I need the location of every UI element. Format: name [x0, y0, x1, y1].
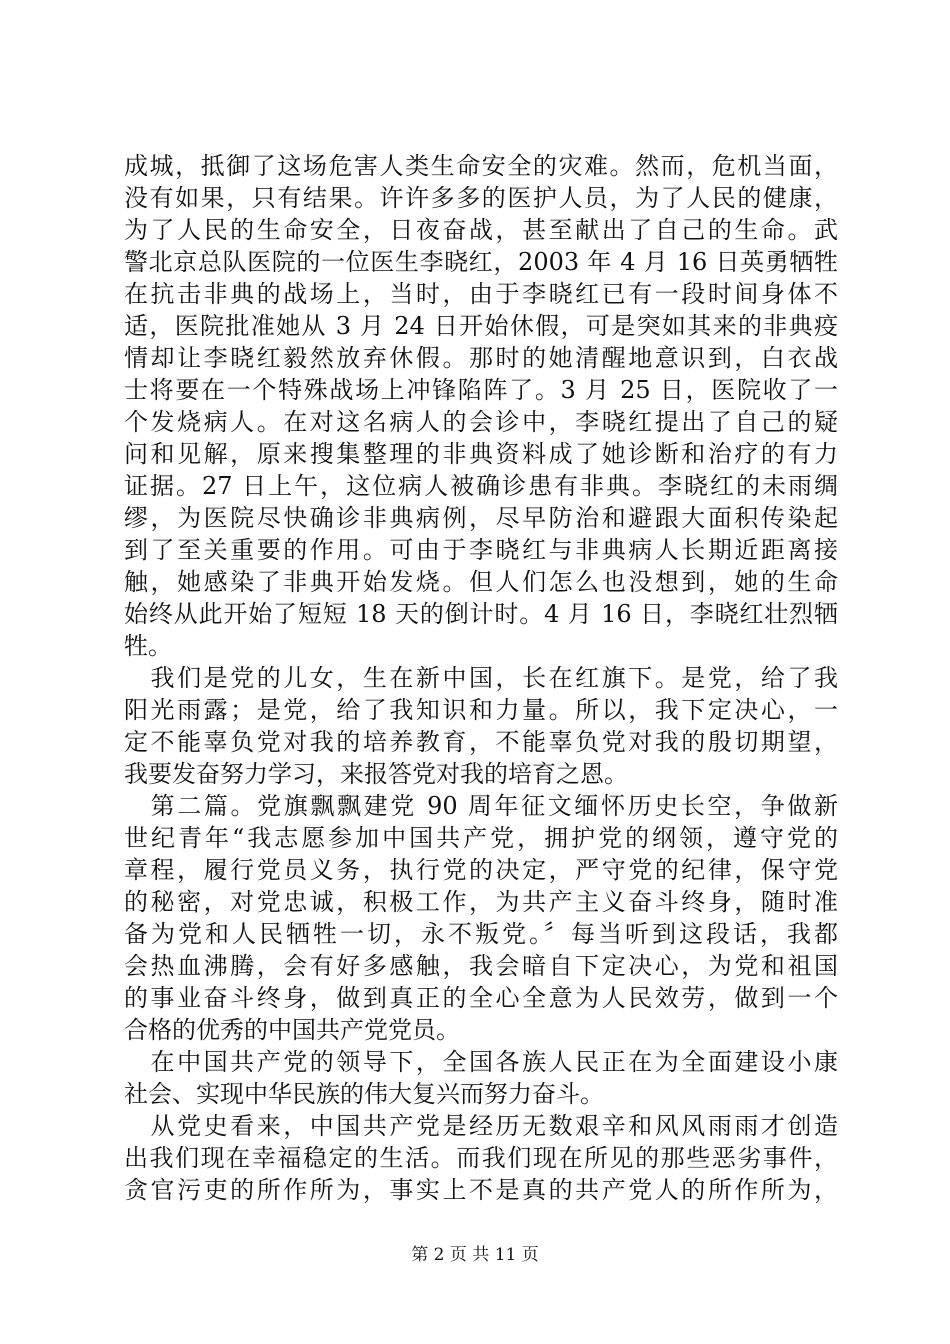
text-line: 问和见解，原来搜集整理的非典资料成了她诊断和治疗的有力	[124, 440, 838, 468]
text-line: 在中国共产党的领导下，全国各族人民正在为全面建设小康	[124, 1048, 838, 1076]
text-line: 在抗击非典的战场上，当时，由于李晓红已有一段时间身体不	[124, 280, 838, 308]
text-line: 章程，履行党员义务，执行党的决定，严守党的纪律，保守党	[124, 856, 838, 884]
text-line: 到了至关重要的作用。可由于李晓红与非典病人长期近距离接	[124, 536, 838, 564]
text-line: 为了人民的生命安全，日夜奋战，甚至献出了自己的生命。武	[124, 216, 838, 244]
text-line: 牲。	[124, 632, 172, 660]
text-line: 没有如果，只有结果。许许多多的医护人员，为了人民的健康，	[124, 184, 838, 212]
text-line: 情却让李晓红毅然放弃休假。那时的她清醒地意识到，白衣战	[124, 344, 838, 372]
text-line: 会热血沸腾，会有好多感触，我会暗自下定决心，为党和祖国	[124, 952, 838, 980]
text-line: 社会、实现中华民族的伟大复兴而努力奋斗。	[124, 1080, 604, 1108]
document-body	[124, 150, 838, 1206]
text-line: 世纪青年“我志愿参加中国共产党，拥护党的纲领，遵守党的	[124, 824, 838, 852]
text-line: 定不能辜负党对我的培养教育，不能辜负党对我的殷切期望，	[124, 728, 838, 756]
page-footer: 第 2 页 共 11 页	[411, 1245, 539, 1265]
text-line: 从党史看来，中国共产党是经历无数艰辛和风风雨雨才创造	[124, 1112, 838, 1140]
text-line: 警北京总队医院的一位医生李晓红，2003 年 4 月 16 日英勇牺牲	[124, 248, 838, 276]
text-line: 成城，抵御了这场危害人类生命安全的灾难。然而，危机当面，	[124, 152, 838, 180]
text-line: 士将要在一个特殊战场上冲锋陷阵了。3 月 25 日，医院收了一	[124, 376, 838, 404]
text-line: 缪，为医院尽快确诊非典病例，尽早防治和避跟大面积传染起	[124, 504, 838, 532]
text-line: 贪官污吏的所作所为，事实上不是真的共产党人的所作所为，	[124, 1176, 838, 1204]
text-line: 个发烧病人。在对这名病人的会诊中，李晓红提出了自己的疑	[124, 408, 838, 436]
text-line: 始终从此开始了短短 18 天的倒计时。4 月 16 日，李晓红壮烈牺	[124, 600, 838, 628]
text-line: 适，医院批准她从 3 月 24 日开始休假，可是突如其来的非典疫	[124, 312, 838, 340]
text-line: 阳光雨露；是党，给了我知识和力量。所以，我下定决心，一	[124, 696, 838, 724]
text-line: 我要发奋努力学习，来报答党对我的培育之恩。	[124, 760, 628, 788]
text-line: 的秘密，对党忠诚，积极工作，为共产主义奋斗终身，随时准	[124, 888, 838, 916]
text-line: 触，她感染了非典开始发烧。但人们怎么也没想到，她的生命	[124, 568, 838, 596]
text-line: 出我们现在幸福稳定的生活。而我们现在所见的那些恶劣事件，	[124, 1144, 838, 1172]
text-line: 的事业奋斗终身，做到真正的全心全意为人民效劳，做到一个	[124, 984, 838, 1012]
text-line: 我们是党的儿女，生在新中国，长在红旗下。是党，给了我	[124, 664, 838, 692]
text-line: 备为党和人民牺牲一切，永不叛党。〞每当听到这段话，我都	[124, 920, 838, 948]
text-line: 第二篇。党旗飘飘建党 90 周年征文缅怀历史长空，争做新	[124, 792, 838, 820]
text-line: 合格的优秀的中国共产党党员。	[124, 1016, 460, 1044]
text-line: 证据。27 日上午，这位病人被确诊患有非典。李晓红的未雨绸	[124, 472, 838, 500]
